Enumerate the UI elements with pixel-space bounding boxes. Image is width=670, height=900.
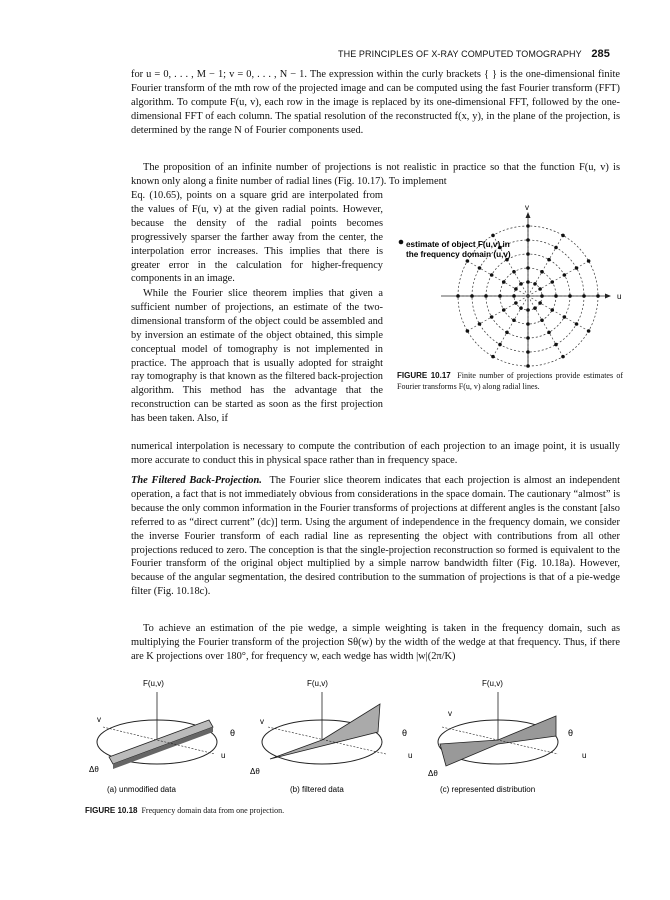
sample-point: [554, 294, 558, 298]
radial-line: [528, 235, 563, 296]
sample-point: [540, 318, 544, 322]
sample-point: [519, 282, 523, 286]
sample-point: [533, 282, 537, 286]
sample-point: [538, 301, 542, 305]
panel-a-top-label: F(u,v): [143, 679, 164, 688]
sample-point: [575, 322, 579, 326]
sample-point: [514, 287, 518, 291]
sample-point: [561, 234, 565, 238]
paragraph-3: While the Fourier slice theorem implies that given a sufficient number of projections, an estimate of the two-dimensional transform of the object could be assembled and by inversion an estimate of the object obtained, this simple conceptual model of tomography is not implemented in practice. The approach that is usually adopted for straight ray tomography is that known as the filtered back-projection algorithm. This method has the advantage that the reconstruction can be started as soon as the first projection has been taken. Also, if: [131, 288, 383, 425]
sample-point: [526, 252, 530, 256]
figure-10-18-panel-b: [250, 674, 425, 796]
sample-point: [498, 343, 502, 347]
figure-10-18-panel-c: [418, 674, 593, 796]
sample-point: [466, 329, 470, 333]
legend-line-2: the frequency domain (u,v): [406, 250, 511, 259]
sample-point: [490, 315, 494, 319]
sample-point: [540, 294, 544, 298]
sample-point: [526, 322, 530, 326]
sample-point: [466, 259, 470, 263]
paragraph-2b: Eq. (10.65), points on a square grid are interpolated from the values of F(u, v) at the given radial points. However, because the density of the radial points becomes progressively sparser the farther away from the center, the interpolation error increases. This implies that there is greater error in the calculation for higher-frequency components in an image.: [131, 190, 383, 285]
radial-line: [528, 296, 563, 357]
paragraph-4: [131, 474, 620, 599]
panel-a-u-label: u: [221, 751, 226, 760]
sample-point: [526, 336, 530, 340]
sample-point: [575, 266, 579, 270]
paragraph-1: for u = 0, . . . , M − 1; v = 0, . . . , N − 1. The expression within the curly brackets { } is the one-dimensional finite Fourier transform of the mth row of the projected image and can be computed using the fast Fourier transform (FFT) algorithm. To compute F(u, v), each row in the image is replaced by its one-dimensional FFT, followed by the one-dimensional FFT of each column. The spatial resolution of the reconstructed f(x, y), in the plane of the projection, is determined by the range N of Fourier components used.: [131, 69, 620, 136]
panel-a-dtheta: Δθ: [89, 765, 99, 774]
legend-line-1: estimate of object F(u,v) in: [406, 240, 510, 249]
sample-point: [456, 294, 460, 298]
panel-a-theta: θ: [230, 728, 236, 738]
panel-b-dtheta: Δθ: [250, 767, 260, 776]
sample-point: [491, 355, 495, 359]
panel-c-top-label: F(u,v): [482, 679, 503, 688]
paragraph-5: To achieve an estimation of the pie wedge, a simple weighting is taken in the frequency domain, such as multiplying the Fourier transform of the projection Sθ(w) by the width of the wedge at that frequency. Thus, if there are K projections over 180°, for frequency w, each wedge has width |w|(2π/K): [131, 623, 620, 662]
sample-point: [526, 280, 530, 284]
sample-point: [526, 224, 530, 228]
sample-point: [502, 280, 506, 284]
figure-10-17: [393, 200, 633, 370]
radial-line: [467, 261, 528, 296]
panel-b-v-label: v: [260, 717, 264, 726]
sample-point: [582, 294, 586, 298]
sample-point: [526, 350, 530, 354]
radial-line: [528, 296, 589, 331]
figure-10-18-text: Frequency domain data from one projection.: [141, 806, 285, 815]
sample-point: [533, 306, 537, 310]
panel-c-theta: θ: [568, 728, 574, 738]
sample-point: [550, 280, 554, 284]
sample-point: [478, 266, 482, 270]
sample-point: [505, 331, 509, 335]
panel-c-u-label: u: [582, 751, 587, 760]
panel-b-theta: θ: [402, 728, 408, 738]
running-title: THE PRINCIPLES OF X-RAY COMPUTED TOMOGRAPHY: [338, 49, 582, 59]
panel-c-v-label: v: [448, 709, 452, 718]
radial-line: [528, 261, 589, 296]
sample-point: [514, 301, 518, 305]
sample-point: [484, 294, 488, 298]
sample-point: [563, 315, 567, 319]
sample-point: [587, 259, 591, 263]
sample-point: [491, 234, 495, 238]
sample-point: [502, 308, 506, 312]
legend-dot: [399, 240, 404, 245]
sample-point: [538, 287, 542, 291]
sample-point: [478, 322, 482, 326]
sample-point: [554, 246, 558, 250]
sample-point: [587, 329, 591, 333]
panel-b-top-label: F(u,v): [307, 679, 328, 688]
panel-a-v-label: v: [97, 715, 101, 724]
panel-a-sub-label: (a) unmodified data: [107, 785, 176, 794]
panel-b-sub-label: (b) filtered data: [290, 785, 344, 794]
sample-point: [547, 331, 551, 335]
paragraph-2a: The proposition of an infinite number of projections is not realistic in practice so that the function F(u, v) is known only along a finite number of radial lines (Fig. 10.17). To implement: [131, 162, 620, 187]
paragraph-3b: numerical interpolation is necessary to compute the contribution of each projection to an image point, it is usually more accurate to conduct this in physical space rather than in frequency space.: [131, 441, 620, 466]
figure-10-18-label: FIGURE 10.18: [85, 806, 138, 815]
sample-point: [490, 273, 494, 277]
radial-line: [467, 296, 528, 331]
sample-point: [561, 355, 565, 359]
sample-point: [526, 238, 530, 242]
axis-u-label: u: [617, 292, 622, 301]
sample-point: [568, 294, 572, 298]
sample-point: [498, 294, 502, 298]
sample-point: [550, 308, 554, 312]
panel-c-sub-label: (c) represented distribution: [440, 785, 536, 794]
sample-point: [596, 294, 600, 298]
figure-10-17-caption: [397, 371, 623, 392]
figure-10-17-label: FIGURE 10.17: [397, 371, 451, 380]
sample-point: [540, 270, 544, 274]
panel-a-slice: [109, 720, 213, 764]
sample-point: [526, 364, 530, 368]
panel-c-dtheta: Δθ: [428, 769, 438, 778]
figure-10-18-panel-a: [85, 674, 255, 796]
page-number: 285: [591, 48, 610, 60]
axis-v-label: v: [525, 203, 529, 212]
figure-10-18-caption: [85, 806, 585, 817]
axis-v-arrow: [526, 212, 531, 218]
sample-point: [512, 318, 516, 322]
sample-point: [512, 294, 516, 298]
sample-point: [526, 266, 530, 270]
sample-point: [554, 343, 558, 347]
paragraph-4-text: The Fourier slice theorem indicates that each projection is almost an independent operation, a fact that is not immediately obvious from considerations in the space domain. The cautionary “almost” is because the only common information in the Fourier transforms of projections at different angles is the constant [also referred to as “direct current” (dc)] term. Using the argument of independence in the frequency domain, we consider the inverse Fourier transform of each radial line as representing the object with contributions from all other projections reduced to zero. The conception is that the single-projection reconstruction so formed is equivalent to the Fourier transform of the original object multiplied by a simple narrow bandwidth filter (Fig. 10.18a). However, because of the angular segmentation, the desired contribution to the summation of projections is that of a pie-wedge filter (Fig. 10.18c).: [131, 475, 621, 598]
panel-b-u-label: u: [408, 751, 413, 760]
radial-line: [493, 296, 528, 357]
figure-10-17-text: Finite number of projections provide estimates of Fourier transforms F(u, v) along radial lines.: [397, 371, 624, 391]
sample-point: [547, 258, 551, 262]
sample-point: [526, 308, 530, 312]
sample-point: [470, 294, 474, 298]
axis-u-arrow: [605, 294, 611, 299]
section-title: The Filtered Back-Projection.: [131, 475, 262, 486]
sample-point: [512, 270, 516, 274]
sample-point: [519, 306, 523, 310]
sample-point: [563, 273, 567, 277]
running-header: [338, 49, 610, 59]
